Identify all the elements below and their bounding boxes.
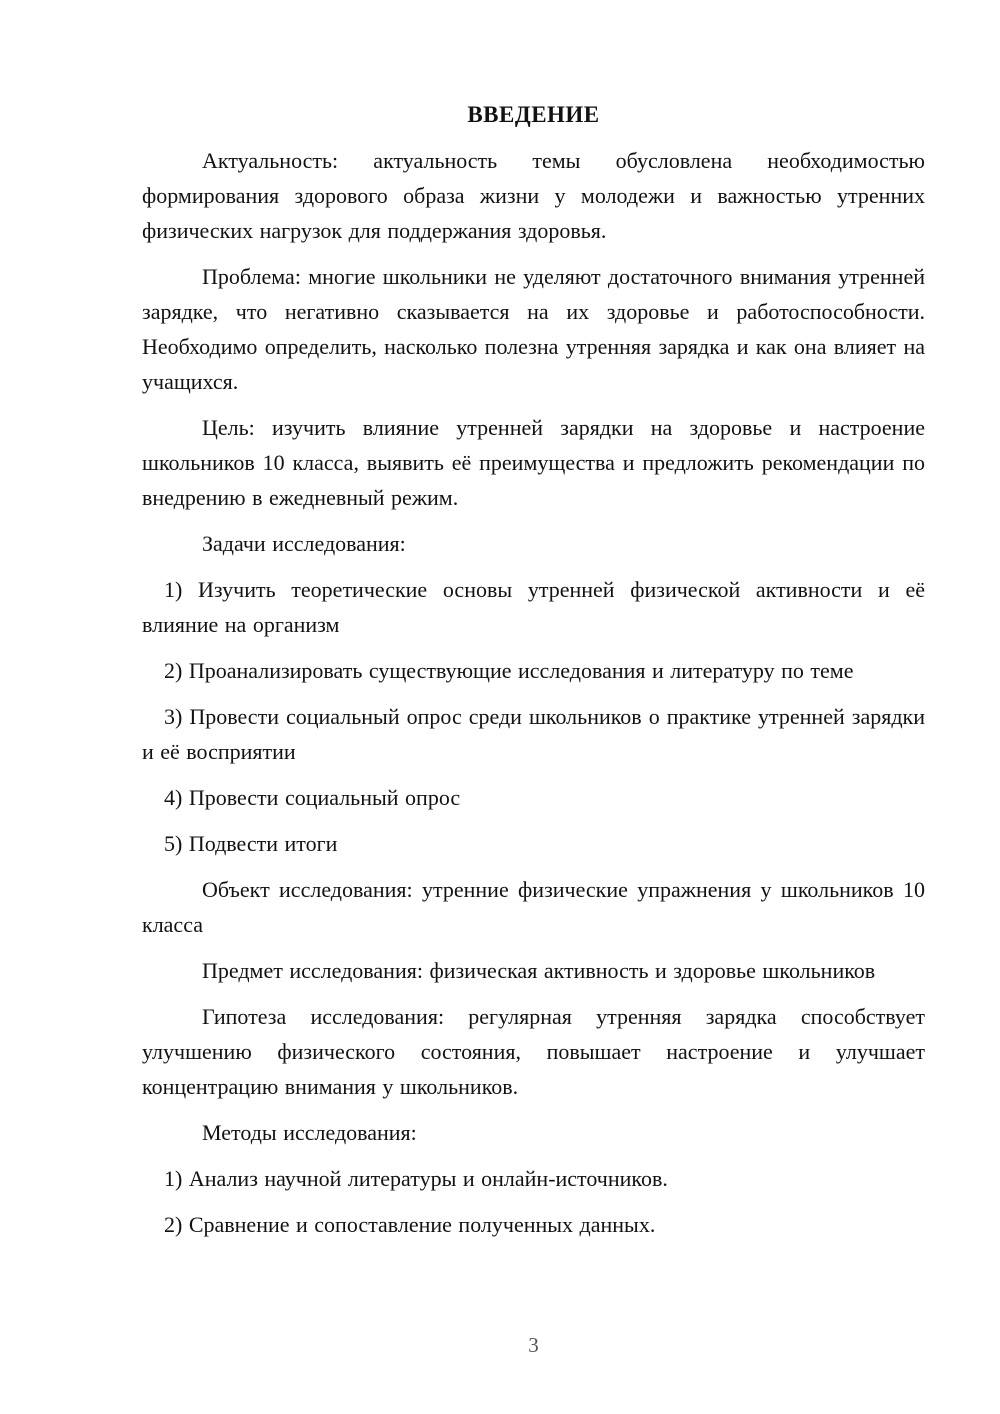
task-item-4: 4) Провести социальный опрос xyxy=(164,785,461,810)
paragraph-metody-heading: Методы исследования: xyxy=(202,1120,417,1145)
task-item-3: 3) Провести социальный опрос среди школьников о практике утренней зарядки и её восприятии xyxy=(142,704,925,764)
paragraph-cel: Цель: изучить влияние утренней зарядки на здоровье и настроение школьников 10 класса, выявить её преимущества и предложить рекомендации по внедрению в ежедневный режим. xyxy=(142,415,925,510)
paragraph-obyekt: Объект исследования: утренние физические упражнения у школьников 10 класса xyxy=(142,877,925,937)
paragraph-aktualnost: Актуальность: актуальность темы обусловлена необходимостью формирования здорового образа жизни у молодежи и важностью утренних физических нагрузок для поддержания здоровья. xyxy=(142,148,925,243)
paragraph-predmet: Предмет исследования: физическая активность и здоровье школьников xyxy=(202,958,876,983)
paragraph-zadachi-heading: Задачи исследования: xyxy=(202,531,406,556)
page-number: 3 xyxy=(528,1333,539,1357)
paragraph-gipoteza: Гипотеза исследования: регулярная утренняя зарядка способствует улучшению физического состояния, повышает настроение и улучшает концентрацию внимания у школьников. xyxy=(142,1004,925,1099)
paragraph-problema: Проблема: многие школьники не уделяют достаточного внимания утренней зарядке, что негативно сказывается на их здоровье и работоспособности. Необходимо определить, насколько полезна утренняя зарядка и как она влияет на учащихся. xyxy=(142,264,925,394)
task-item-1: 1) Изучить теоретические основы утренней физической активности и её влияние на организм xyxy=(142,577,925,637)
method-item-1: 1) Анализ научной литературы и онлайн-источников. xyxy=(164,1166,668,1191)
page-title: ВВЕДЕНИЕ xyxy=(467,102,600,127)
task-item-2: 2) Проанализировать существующие исследования и литературу по теме xyxy=(164,658,854,683)
method-item-2: 2) Сравнение и сопоставление полученных данных. xyxy=(164,1212,656,1237)
task-item-5: 5) Подвести итоги xyxy=(164,831,338,856)
